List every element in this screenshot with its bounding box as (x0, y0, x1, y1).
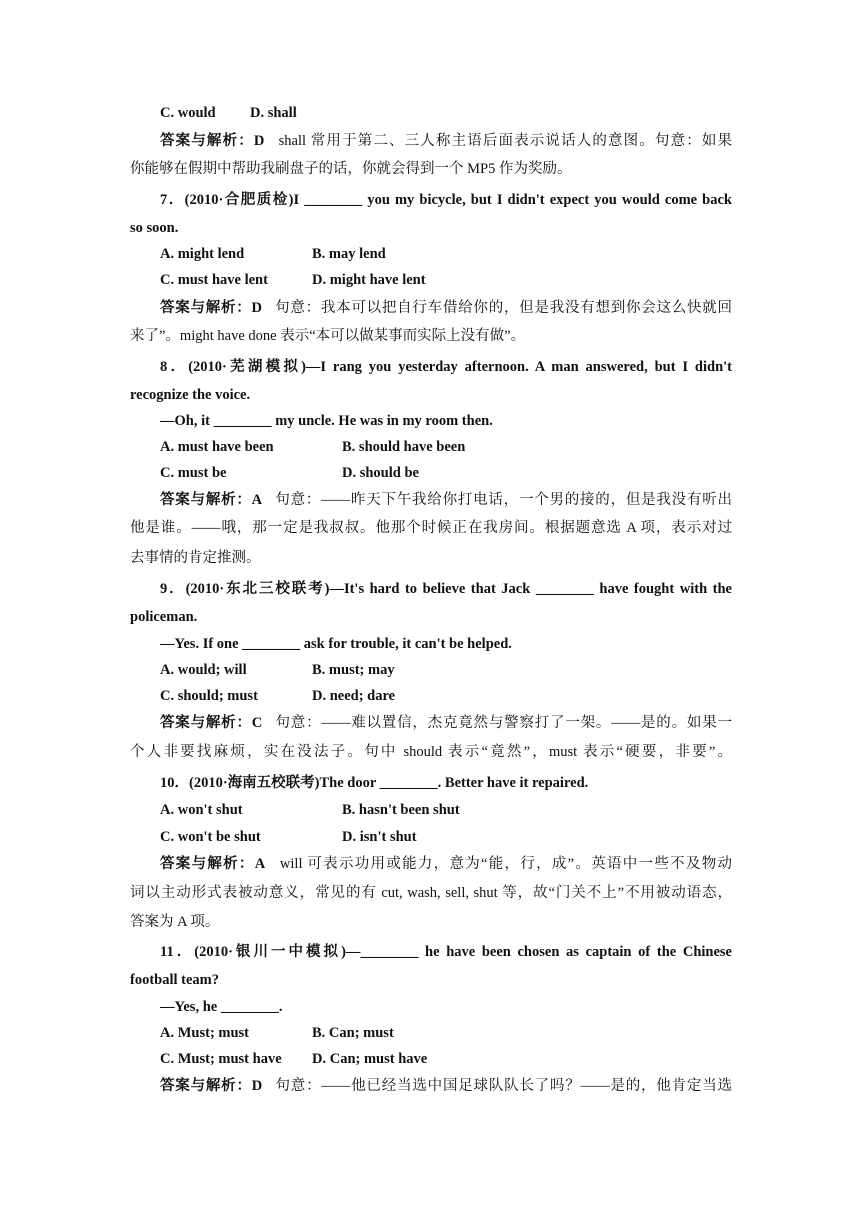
q10-stem-line-1: 10．(2010·海南五校联考)The door ________. Better have it repaired. (160, 775, 589, 791)
q7-stem-line-1: 7．(2010·合肥质检)I ________ you my bicycle, but I didn't expect you would come back (160, 192, 732, 208)
q10-answer-line-1: 答案与解析：A will 可表示功用或能力，意为“能，行，成”。英语中一些不及物动 (160, 856, 732, 872)
q11-options-row-1 (160, 1023, 732, 1043)
q7-option-c[interactable]: C. must have lent (160, 272, 268, 288)
q9-stem-line-3: —Yes. If one ________ ask for trouble, it can't be helped. (160, 636, 512, 652)
q6-answer-line-2: 你能够在假期中帮助我刷盘子的话，你就会得到一个 MP5 作为奖励。 (130, 161, 572, 177)
q8-options-row-1 (160, 437, 732, 457)
q7-options-row-1 (160, 244, 732, 264)
q6-options-row (160, 103, 732, 123)
q9-option-a[interactable]: A. would; will (160, 662, 247, 678)
q9-options-row-2 (160, 686, 732, 706)
q10-option-b[interactable]: B. hasn't been shut (342, 802, 460, 818)
q8-stem-line-1: 8．(2010·芜湖模拟)—I rang you yesterday afternoon. A man answered, but I didn't (160, 359, 732, 375)
q8-answer-line-2: 他是谁。——哦，那一定是我叔叔。他那个时候正在我房间。根据题意选 A 项，表示对过 (130, 520, 732, 536)
q8-answer-line-3: 去事情的肯定推测。 (130, 550, 261, 566)
q11-stem-line-2: football team? (130, 972, 219, 988)
q10-options-row-2 (160, 827, 732, 847)
q10-option-a[interactable]: A. won't shut (160, 802, 243, 818)
q8-option-a[interactable]: A. must have been (160, 439, 274, 455)
q10-answer-line-3: 答案为 A 项。 (130, 914, 220, 930)
q8-option-d[interactable]: D. should be (342, 465, 419, 481)
q6-answer-line-1: 答案与解析：D shall 常用于第二、三人称主语后面表示说话人的意图。句意：如果 (160, 133, 732, 149)
q9-stem-line-1: 9．(2010·东北三校联考)—It's hard to believe that Jack ________ have fought with the (160, 581, 732, 597)
q7-answer-line-1: 答案与解析：D 句意：我本可以把自行车借给你的，但是我没有想到你会这么快就回 (160, 300, 732, 316)
q9-stem-line-2: policeman. (130, 609, 198, 625)
q9-answer-line-1: 答案与解析：C 句意：——难以置信，杰克竟然与警察打了一架。——是的。如果一 (160, 715, 732, 731)
q9-options-row-1 (160, 660, 732, 680)
q10-option-d[interactable]: D. isn't shut (342, 829, 417, 845)
q7-answer-line-2: 来了”。might have done 表示“本可以做某事而实际上没有做”。 (130, 328, 526, 344)
q11-option-a[interactable]: A. Must; must (160, 1025, 250, 1041)
q9-option-c[interactable]: C. should; must (160, 688, 258, 704)
q10-answer-line-2: 词以主动形式表被动意义，常见的有 cut, wash, sell, shut 等，故“门关不上”不用被动语态， (130, 885, 732, 901)
q7-stem-line-2: so soon. (130, 220, 179, 236)
q10-option-c[interactable]: C. won't be shut (160, 829, 261, 845)
q9-option-d[interactable]: D. need; dare (312, 688, 396, 704)
q11-stem-line-1: 11．(2010·银川一中模拟)—________ he have been chosen as captain of the Chinese (160, 944, 732, 960)
q6-option-c[interactable]: C. would (160, 105, 216, 121)
q9-answer-line-2: 个人非要找麻烦，实在没法子。句中 should 表示“竟然”，must 表示“硬要，非要”。 (130, 744, 732, 760)
q11-answer-line-1: 答案与解析：D 句意：——他已经当选中国足球队队长了吗？——是的，他肯定当选 (160, 1078, 732, 1094)
q7-options-row-2 (160, 270, 732, 290)
q8-options-row-2 (160, 463, 732, 483)
q8-option-c[interactable]: C. must be (160, 465, 227, 481)
q10-options-row-1 (160, 800, 732, 820)
q9-option-b[interactable]: B. must; may (312, 662, 395, 678)
q11-option-d[interactable]: D. Can; must have (312, 1051, 428, 1067)
q8-stem-line-2: recognize the voice. (130, 387, 251, 403)
q11-option-b[interactable]: B. Can; must (312, 1025, 394, 1041)
q7-option-b[interactable]: B. may lend (312, 246, 386, 262)
q6-option-d[interactable]: D. shall (250, 105, 297, 121)
q11-option-c[interactable]: C. Must; must have (160, 1051, 282, 1067)
q7-option-a[interactable]: A. might lend (160, 246, 245, 262)
q8-option-b[interactable]: B. should have been (342, 439, 466, 455)
q8-stem-line-3: —Oh, it ________ my uncle. He was in my room then. (160, 413, 493, 429)
q11-options-row-2 (160, 1049, 732, 1069)
q11-stem-line-3: —Yes, he ________. (160, 999, 283, 1015)
q7-option-d[interactable]: D. might have lent (312, 272, 426, 288)
q8-answer-line-1: 答案与解析：A 句意：——昨天下午我给你打电话，一个男的接的，但是我没有听出 (160, 492, 732, 508)
